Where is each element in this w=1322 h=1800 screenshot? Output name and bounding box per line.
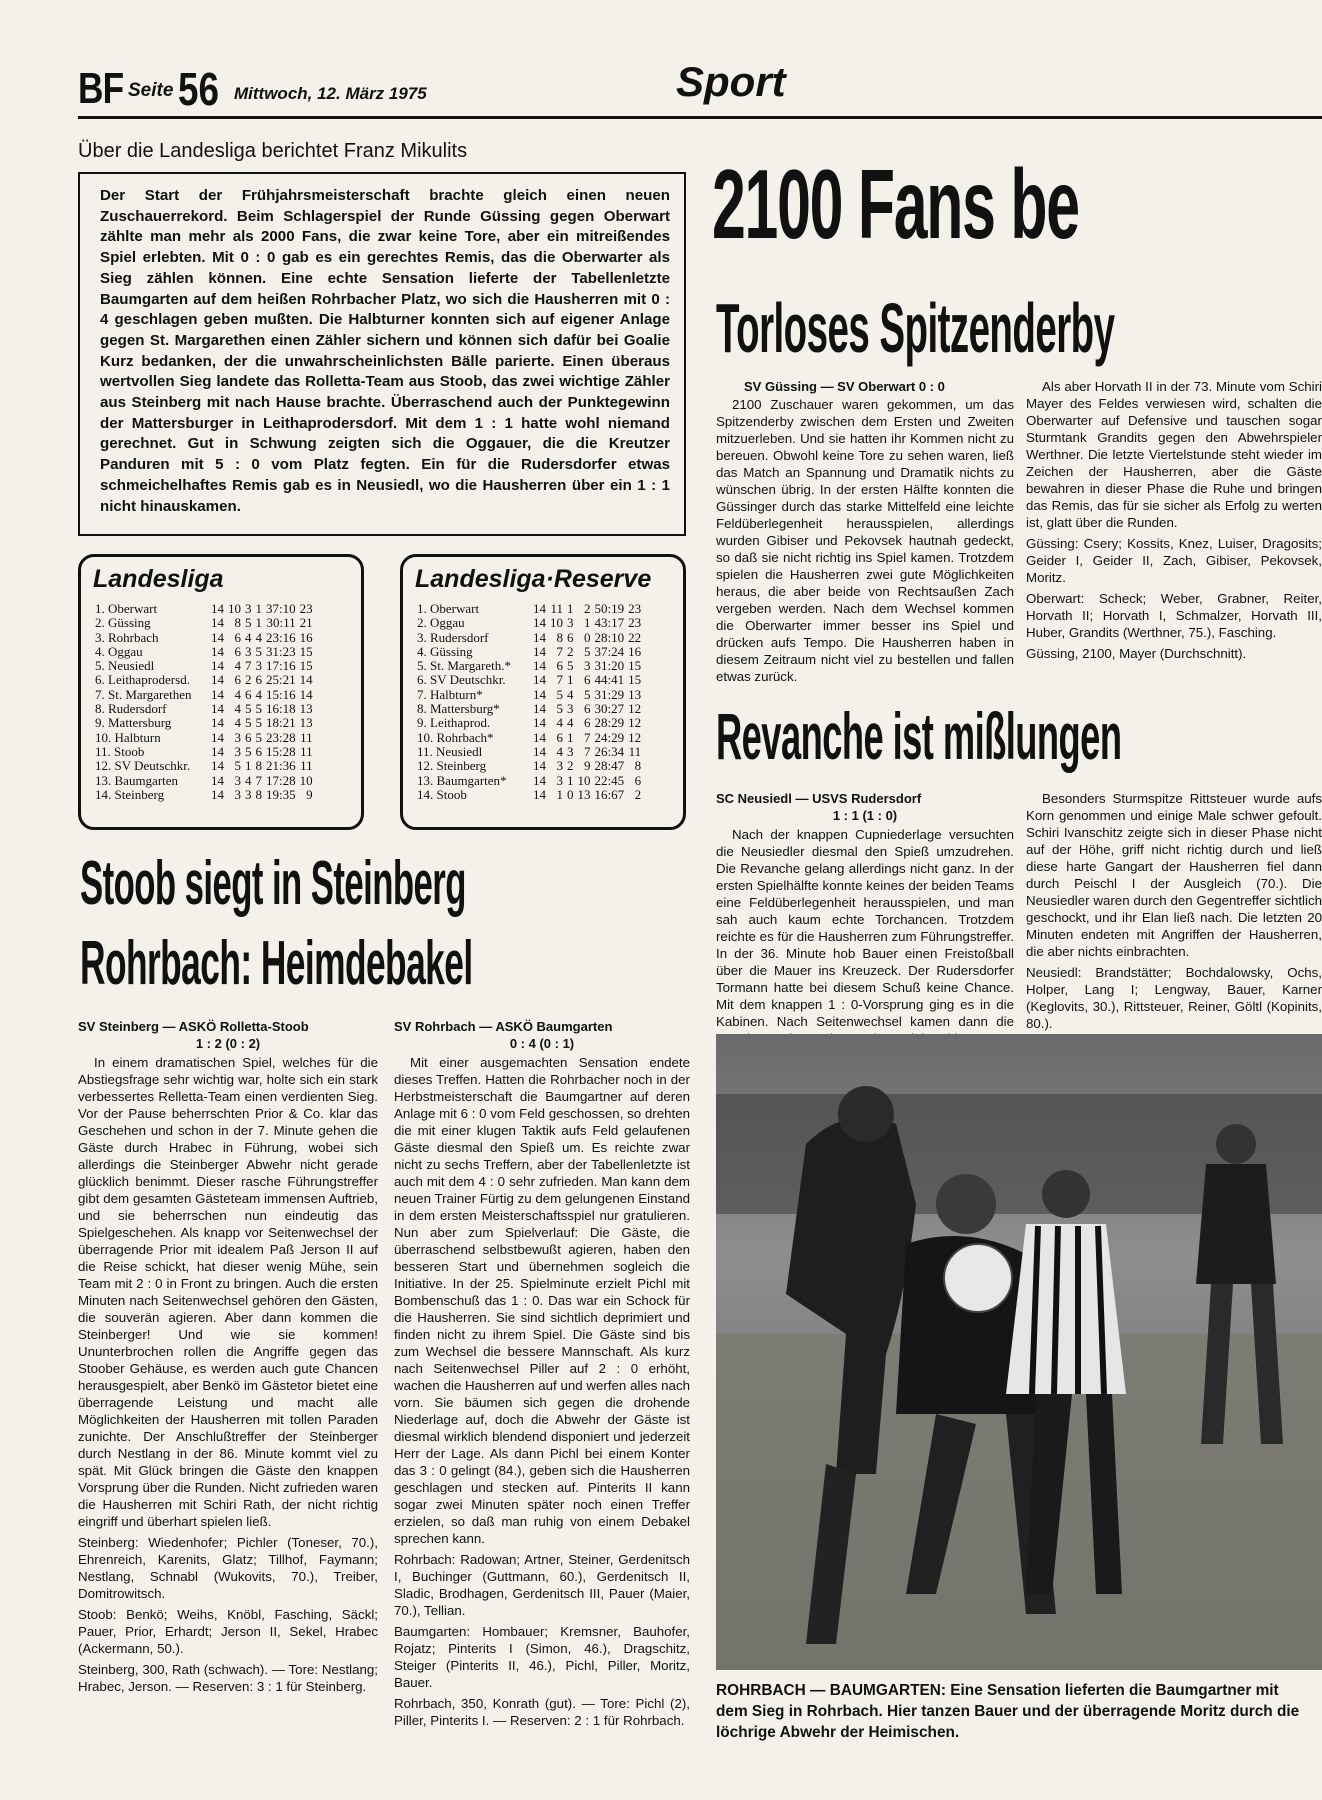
steinberg-lineup2: Stoob: Benkö; Weihs, Knöbl, Fasching, Säckl; Pauer, Prior, Erhardt; Jerson II, Sekel, Hrabec (Ackermann, 50.). [78, 1607, 378, 1656]
stat-cell: 14 [211, 672, 224, 688]
stat-cell: 14 [533, 772, 546, 788]
intro-text: Der Start der Frühjahrsmeisterschaft brachte gleich einen neuen Zuschauerrekord. Beim Schlagerspiel der Runde Güssing gegen Oberwart zählte man mehr als 2000 Fans, die zwar keine Tore, aber ein mitreißendes Spiel erlebten. Mit 0 : 0 gab es ein gerechtes Remis, das die Oberwarter als Sieg zählen können. Eine echte Sensation lieferte der Tabellenletzte Baumgarten auf dem heißen Rohrbacher Platz, wo sich die Hausherren mit 0 : 4 geschlagen geben mußten. Die Halbturner konnten sich auf eigener Anlage gegen St. Margarethen einen Zähler sichern und können sich dafür bei Goalie Kurz bedanken, der die unwahrscheinlichsten Bälle parierte. Einen überaus wertvollen Sieg landete das Rolletta-Team aus Stoob, das zwei wichtige Zähler aus Steinberg mit nach Hause brachte. Überraschend auch der Punktegewinn der Mattersburger in Leithaprodersdorf. Mit dem 1 : 1 hatte wohl niemand gerechnet. Gut in Schwung zeigten sich die Oggauer, die die Kreutzer Panduren mit 5 : 0 vom Platz fegten. Ein für die Rudersdorfer etwas schmeichelhaftes Remis gab es in Neusiedl, wo die Hausherren über ein 1 : 1 nicht hinauskamen. [100, 187, 670, 515]
stat-cell: 14 [211, 686, 224, 702]
stat-cell: 3 [556, 772, 563, 788]
table-row [415, 602, 643, 616]
stat-cell: 6 [556, 729, 563, 745]
stat-cell: 6 [255, 743, 262, 759]
stat-cell: 11 [300, 729, 313, 745]
table-row [415, 631, 643, 645]
headline-stoob: Stoob siegt in Steinberg [80, 849, 466, 918]
stat-cell: 22 [628, 629, 642, 645]
stat-cell: 5 [255, 643, 262, 659]
headline-revanche: Revanche ist mißlungen [716, 699, 1122, 773]
reserve-table [415, 602, 643, 802]
stat-cell: 28:29 [594, 715, 625, 731]
revanche-text1: Nach der knappen Cupniederlage versuchten die Neusiedler diesmal den Spieß umzudrehen. Die Revanche gelang allerdings nicht ganz. In der ersten Spielhälfte konnte keines der beiden Teams eine Feldüberlegenheit herausspielen, und man sah auch kaum echte Torchancen. Trotzdem reichte es für die Hausherren zum Führungstreffer. In der 36. Minute hob Bauer einen Freistoßball über die Mauer ins Kreuzeck. Der Rudersdorfer Tormann hatte bei diesem Schuß keine Chance. Mit dem knappen 1 : 0-Vorsprung ging es in die Kabinen. Nach Seitenwechsel kamen dann die [716, 827, 1014, 1029]
revanche-lineup1: Neusiedl: Brandstätter; Bochdalowsky, Ochs, Holper, Lang I; Lengway, Bauer, Karner (Keglovits, 30.), Rittsteuer, Reiner, Göltl (Kopinits, 80.). [1026, 965, 1322, 1031]
match-photo [716, 1034, 1322, 1670]
revanche-col2 [1026, 790, 1322, 1031]
stat-cell: 22:45 [594, 772, 625, 788]
stat-cell: 4 [234, 701, 241, 717]
stat-cell: 3 [234, 743, 241, 759]
derby-col1 [716, 396, 1014, 686]
stat-cell: 11 [550, 601, 563, 616]
stat-cell: 5 [234, 758, 241, 774]
table-row [415, 645, 643, 659]
team-cell: 11. Neusiedl [417, 743, 483, 759]
stat-cell: 11 [628, 743, 642, 759]
stat-cell: 16 [628, 643, 642, 659]
stat-cell: 13 [577, 786, 591, 802]
byline: Über die Landesliga berichtet Franz Mikulits [78, 140, 468, 162]
stat-cell: 4 [556, 743, 563, 759]
stat-cell: 17:28 [266, 772, 296, 788]
stat-cell: 14 [533, 601, 546, 616]
stat-cell: 14 [533, 643, 546, 659]
table-landesliga-title: Landesliga [93, 565, 224, 593]
team-cell: 10. Rohrbach* [417, 729, 494, 745]
stat-cell: 31:23 [266, 643, 296, 659]
table-row [93, 616, 315, 630]
table-row [415, 702, 643, 716]
stat-cell: 11 [300, 758, 313, 774]
team-cell: 7. Halbturn* [417, 686, 483, 702]
stat-cell: 15:16 [266, 686, 296, 702]
stat-cell: 37:10 [266, 601, 296, 616]
stat-cell: 4 [556, 715, 563, 731]
rohrbach-text: Mit einer ausgemachten Sensation endete dieses Treffen. Hatten die Rohrbacher noch in der Herbstmeisterschaft die Baumgartner auf deren Anlage mit 6 : 0 vom Feld geschossen, so drehten die mit einer klugen Taktik aufs Feld gelaufenen Gäste diesmal den Spieß um. Es reichte zwar nicht zu sechs Treffern, aber der Tabellenletzte ist auch mit dem 4 : 0 sehr zufrieden. Man kann dem neuen Trainer Fürtig zu dem gelungenen Einstand in dem ersten Meisterschaftsspiel nur gratulieren. Nun aber zum Spielverlauf: Die Gäste, die überraschend selbstbewußt agieren, haben den besseren Start und übernehmen sogleich die Initiative. In der 25. Spielminute erzielt Pichl mit Bombenschuß das 1 : 0. Das war ein Schock für die Hausherren. Sie sind sichtlich deprimiert und finden nicht zu ihrem Spiel. Die Gäste sind bis zum Wechsel die bessere Mannschaft. Als kurz nach Seitenwechsel Piller auf 2 : 0 erhöht, wachen die Hausherren auf und werfen alles nach vorn. Sie bäumen sich gegen die drohende Niederlage auf, doch die Abwehr der Gäste ist diesmal wirklich blendend disponiert und jederzeit Herr der Lage. Als dann Pichl bei einem Konter das 3 : 0 gelingt (84.), geben sich die Hausherren geschlagen und stecken auf. Pinterits II kann sogar zwei Minuten später noch einen Treffer erzielen, so daß man ruhig von einem Debakel sprechen kann. [394, 1055, 690, 1546]
stat-cell: 5 [255, 715, 262, 731]
table-row [93, 645, 315, 659]
stat-cell: 23 [628, 601, 642, 616]
table-row [93, 716, 315, 730]
stat-cell: 13 [299, 701, 313, 717]
stat-cell: 16:18 [266, 701, 296, 717]
derby-text1: 2100 Zuschauer waren gekommen, um das Spitzenderby zwischen dem Ersten und Zweiten mitzuerleben. Und sie hatten ihr Kommen nicht zu bereuen. Obwohl keine Tore zu sehen waren, ließ das Match an Spannung und Dramatik nichts zu wünschen übrig. In der ersten Hälfte konnten die Güssinger durch das starke Mittelfeld eine leichte Feldüberlegenheit herausspielen, allerdings wurden Gibiser und Pekovsek hautnah gedeckt, so daß sie nicht richtig ins Spiel kamen. Trotzdem spielen die Hausherren zwei gute Möglichkeiten heraus, die aber beide von Rechtsaußen Zach vergeben werden. Nach dem Wechsel kommen die Oberwarter immer besser ins Spiel und drücken aufs Tempo. Die Hausherren haben in diesem Zeitraum nicht viel zu bestellen und fallen etwas zurück. [716, 397, 1014, 684]
derby-lineup3: Güssing, 2100, Mayer (Durchschnitt). [1026, 646, 1247, 661]
stat-cell: 4 [234, 658, 241, 674]
stat-cell: 30:27 [594, 701, 625, 717]
stat-cell: 23:28 [266, 729, 296, 745]
table-row [93, 659, 315, 673]
derby-text2: Als aber Horvath II in der 73. Minute vom Schiri Mayer des Feldes verwiesen wird, schalten die Oberwarter auf Defensive und tauschen sogar Sturmtank Grandits gegen den Abwehrspieler Werthner. Die letzte Viertelstunde steht wieder im Zeichen der Hausherren, aber die Gäste bewahren in dieser Phase die Ruhe und bringen das Remis, das für sie sicher als Erfolg zu werten ist, glatt über die Runden. [1026, 379, 1322, 530]
stat-cell: 6 [234, 672, 241, 688]
stat-cell: 3 [234, 729, 241, 745]
stat-cell: 4 [567, 715, 574, 731]
steinberg-lineup3: Steinberg, 300, Rath (schwach). — Tore: Nestlang; Hrabec, Jerson. — Reserven: 3 : 1 für Steinberg. [78, 1662, 378, 1694]
stat-cell: 1 [255, 615, 262, 631]
rohrbach-lineup2: Baumgarten: Hombauer; Kremsner, Bauhofer, Rojatz; Pinterits I (Simon, 46.), Dragschitz, Steiger (Pinterits II, 46.), Pichl, Piller, Moritz, Bauer. [394, 1624, 690, 1690]
stat-cell: 3 [234, 772, 241, 788]
photo-caption: ROHRBACH — BAUMGARTEN: Eine Sensation lieferten die Baumgartner mit dem Sieg in Rohrbach. Hier tanzen Bauer und der überragende Moritz durch die löchrige Abwehr der Heimischen. [716, 1682, 1300, 1741]
team-cell: 13. Baumgarten* [417, 772, 507, 788]
stat-cell: 23 [628, 615, 642, 631]
stat-cell: 6 [584, 715, 591, 731]
table-reserve-title: Landesliga·Reserve [415, 565, 652, 593]
stat-cell: 14 [211, 715, 224, 731]
team-cell: 12. Steinberg [417, 758, 487, 774]
stat-cell: 24:29 [594, 729, 625, 745]
table-row [93, 774, 315, 788]
stat-cell: 18:21 [266, 715, 296, 731]
revanche-match: SC Neusiedl — USVS Rudersdorf [716, 791, 922, 806]
stat-cell: 14 [299, 686, 313, 702]
stat-cell: 28:47 [594, 758, 625, 774]
stat-cell: 13 [628, 686, 642, 702]
stat-cell: 7 [556, 672, 563, 688]
team-cell: 6. SV Deutschkr. [417, 672, 506, 688]
table-landesliga [78, 554, 364, 830]
table-row [93, 688, 315, 702]
steinberg-lineup1: Steinberg: Wiedenhofer; Pichler (Toneser, 70.), Ehrenreich, Karenits, Glatz; Tillhof, Faymann; Nestlang, Schnabl (Wukovits, 70.), Treiber, Domitrowitsch. [78, 1535, 378, 1601]
stat-cell: 15 [299, 643, 313, 659]
stat-cell: 10 [228, 601, 241, 616]
stat-cell: 8 [634, 758, 642, 774]
stat-cell: 13 [299, 715, 313, 731]
stat-cell: 0 [584, 629, 591, 645]
headline-derby: Torloses Spitzenderby [716, 289, 1115, 367]
stat-cell: 50:19 [594, 601, 625, 616]
stat-cell: 30:11 [266, 615, 296, 631]
stat-cell: 15 [628, 672, 642, 688]
team-cell: 14. Steinberg [95, 786, 165, 802]
team-cell: 8. Rudersdorf [95, 701, 167, 717]
stat-cell: 16 [299, 629, 313, 645]
stat-cell: 14 [533, 758, 546, 774]
stat-cell: 6 [567, 629, 574, 645]
stat-cell: 14 [211, 786, 224, 802]
stat-cell: 14 [211, 658, 224, 674]
page-number: 56 [178, 63, 219, 115]
stat-cell: 2 [245, 672, 252, 688]
stat-cell: 3 [255, 658, 262, 674]
stat-cell: 31:20 [594, 658, 625, 674]
stat-cell: 3 [234, 786, 241, 802]
headline-rohrbach: Rohrbach: Heimdebakel [80, 929, 473, 998]
stat-cell: 10 [577, 772, 591, 788]
stat-cell: 43:17 [594, 615, 625, 631]
stat-cell: 10 [550, 615, 563, 631]
stat-cell: 14 [533, 743, 546, 759]
intro-box [78, 172, 686, 536]
revanche-text2: Besonders Sturmspitze Rittsteuer wurde aufs Korn genommen und einige Male schwer gefoult. Schiri Ivanschitz zeigte sich in dieser Phase nicht auf der Höhe, griff nicht richtig durch und ließ diese harte Gangart der Hausherren fiel dann durch Peischl I der Ausgleich (70.). Die Neusiedler waren durch den Gegentreffer sichtlich geschockt, und ihr Elan ließ nach. Die letzten 20 Minuten endeten mit Angriffen der Hausherren, die aber nichts einbrachten. [1026, 791, 1322, 959]
stat-cell: 3 [245, 786, 252, 802]
stat-cell: 3 [556, 758, 563, 774]
table-row [415, 745, 643, 759]
stat-cell: 21 [299, 615, 313, 631]
revanche-col1 [716, 826, 1014, 1029]
stat-cell: 4 [234, 715, 241, 731]
stat-cell: 14 [533, 658, 546, 674]
stat-cell: 3 [584, 658, 591, 674]
team-cell: 3. Rudersdorf [417, 629, 489, 645]
stat-cell: 4 [255, 629, 262, 645]
revanche-match-block [716, 790, 1014, 824]
rohrbach-score: 0 : 4 (0 : 1) [509, 1036, 575, 1051]
stat-cell: 23 [299, 601, 313, 616]
stat-cell: 26:34 [594, 743, 625, 759]
stat-cell: 8 [255, 758, 262, 774]
rohrbach-lineup1: Rohrbach: Radowan; Artner, Steiner, Gerdenitsch I, Buchinger (Guttmann, 60.), Gerdenitsch II, Sladic, Brodhagen, Gerdenitsch III, Pauer (Maier, 70.), Tellian. [394, 1552, 690, 1618]
table-row [415, 716, 643, 730]
stat-cell: 4 [255, 686, 262, 702]
stat-cell: 21:36 [266, 758, 296, 774]
steinberg-score: 1 : 2 (0 : 2) [195, 1036, 261, 1051]
stat-cell: 3 [567, 743, 574, 759]
team-cell: 3. Rohrbach [95, 629, 159, 645]
revanche-score: 1 : 1 (1 : 0) [832, 808, 898, 823]
rohrbach-column [394, 1054, 690, 1734]
stat-cell: 6 [584, 672, 591, 688]
table-row [93, 788, 315, 802]
stat-cell: 5 [245, 743, 252, 759]
stat-cell: 5 [255, 701, 262, 717]
stat-cell: 6 [234, 643, 241, 659]
section-title: Sport [676, 58, 786, 105]
stat-cell: 6 [245, 729, 252, 745]
stat-cell: 14 [299, 672, 313, 688]
table-row [415, 788, 643, 802]
stat-cell: 16:67 [594, 786, 625, 802]
table-row [415, 774, 643, 788]
team-cell: 7. St. Margarethen [95, 686, 192, 702]
table-reserve [400, 554, 686, 830]
steinberg-text: In einem dramatischen Spiel, welches für die Abstiegsfrage sehr wichtig war, holte sich ein stark verbessertes Relletta-Team einen verdienten Sieg. Vor der Pause beherrschten Prior & Co. klar das Geschehen und schon in der 7. Minute gehen die Gäste durch Hrabec in Führung, wobei sich allerdings die Steinberger Abwehr nicht gerade glücklich benimmt. Dieser rasche Führungstreffer gibt dem gesamten Gästeteam immensen Auftrieb, und sie beherrschen nun eindeutig das Spielgeschehen. Als knapp vor Seitenwechsel der überragende Prior mit idealem Paß Jerson II auf die Reise schickt, hat dieser wenig Mühe, sein Team mit 2 : 0 in Front zu bringen. Auch die ersten Minuten nach Seitenwechsel gehören den Gästen, die souverän agieren. Aber dann kommen die Steinberger! Und wie sie kommen! Ununterbrochen rollen die Angriffe gegen das Stoober Gehäuse, es werden auch gute Chancen herausgespielt, aber Benkö im Gästetor bietet eine überragende Leistung und macht alle Möglichkeiten der Hausherren mit tollen Paraden zunichte. Der Anschlußtreffer der Steinberger durch Nestlang in der 86. Minute kommt viel zu spät. Mit Glück bringen die Gäste den knappen Vorsprung über die Runden. Nicht zufrieden waren die Hausherren mit Schiri Rath, der nicht richtig eingriff und überhart spielen ließ. [78, 1055, 378, 1529]
stat-cell: 15 [299, 658, 313, 674]
table-row [415, 659, 643, 673]
table-row [415, 731, 643, 745]
stat-cell: 5 [584, 686, 591, 702]
stat-cell: 14 [533, 672, 546, 688]
stat-cell: 44:41 [594, 672, 625, 688]
stat-cell: 23:16 [266, 629, 296, 645]
team-cell: 14. Stoob [417, 786, 467, 802]
derby-lineup1: Güssing: Csery; Kossits, Knez, Luiser, Dragosits; Geider I, Geider II, Zach, Gibiser, Pekovsek, Moritz. [1026, 536, 1322, 585]
stat-cell: 6 [245, 686, 252, 702]
stat-cell: 5 [245, 701, 252, 717]
stat-cell: 14 [533, 729, 546, 745]
rohrbach-match: SV Rohrbach — ASKÖ Baumgarten [394, 1019, 613, 1034]
table-row [93, 759, 315, 773]
team-cell: 6. Leithaprodersd. [95, 672, 190, 688]
stat-cell: 14 [211, 729, 224, 745]
table-row [93, 731, 315, 745]
stat-cell: 5 [556, 686, 563, 702]
stat-cell: 1 [556, 786, 563, 802]
team-cell: 13. Baumgarten [95, 772, 179, 788]
stat-cell: 19:35 [266, 786, 296, 802]
stat-cell: 4 [245, 629, 252, 645]
header-rule [78, 116, 1322, 119]
stat-cell: 9 [584, 758, 591, 774]
steinberg-match-block [78, 1018, 378, 1052]
stat-cell: 11 [300, 743, 313, 759]
stat-cell: 6 [234, 629, 241, 645]
team-cell: 1. Oberwart [417, 601, 480, 616]
stat-cell: 37:24 [594, 643, 625, 659]
table-row [415, 759, 643, 773]
stat-cell: 14 [211, 629, 224, 645]
stat-cell: 7 [245, 658, 252, 674]
table-row [93, 602, 315, 616]
team-cell: 11. Stoob [95, 743, 145, 759]
newspaper-brand: BF [78, 64, 124, 113]
table-row [415, 616, 643, 630]
stat-cell: 8 [255, 786, 262, 802]
stat-cell: 5 [556, 701, 563, 717]
stat-cell: 14 [211, 772, 224, 788]
table-row [93, 631, 315, 645]
stat-cell: 12 [628, 701, 642, 717]
page-prefix: Seite [128, 80, 174, 101]
stat-cell: 14 [533, 615, 546, 631]
team-cell: 1. Oberwart [95, 601, 158, 616]
stat-cell: 2 [584, 601, 591, 616]
stat-cell: 15:28 [266, 743, 296, 759]
stat-cell: 5 [567, 658, 574, 674]
stat-cell: 14 [211, 601, 224, 616]
stat-cell: 6 [634, 772, 642, 788]
issue-date: Mittwoch, 12. März 1975 [234, 84, 427, 103]
stat-cell: 12 [628, 729, 642, 745]
stat-cell: 4 [234, 686, 241, 702]
stat-cell: 5 [255, 729, 262, 745]
table-row [93, 673, 315, 687]
stat-cell: 0 [567, 786, 574, 802]
stat-cell: 7 [255, 772, 262, 788]
stat-cell: 1 [567, 601, 574, 616]
stat-cell: 4 [567, 686, 574, 702]
team-cell: 5. Neusiedl [95, 658, 155, 674]
team-cell: 5. St. Margareth.* [417, 658, 511, 674]
stat-cell: 14 [211, 758, 224, 774]
stat-cell: 1 [567, 672, 574, 688]
steinberg-column [78, 1054, 378, 1734]
table-row [93, 745, 315, 759]
team-cell: 12. SV Deutschkr. [95, 758, 191, 774]
stat-cell: 5 [245, 715, 252, 731]
stat-cell: 1 [245, 758, 252, 774]
stat-cell: 14 [533, 629, 546, 645]
derby-lineup2: Oberwart: Scheck; Weber, Grabner, Reiter, Horvath II; Horvath I, Schmalzer, Horvath III, Huber, Grandits (Werthner, 75.), Fasching. [1026, 591, 1322, 640]
stat-cell: 7 [584, 729, 591, 745]
stat-cell: 14 [533, 701, 546, 717]
team-cell: 9. Leithaprod. [417, 715, 491, 731]
stat-cell: 6 [584, 701, 591, 717]
stat-cell: 3 [245, 643, 252, 659]
stat-cell: 14 [211, 701, 224, 717]
stat-cell: 28:10 [594, 629, 625, 645]
stat-cell: 14 [533, 786, 546, 802]
stat-cell: 15 [628, 658, 642, 674]
stat-cell: 25:21 [266, 672, 296, 688]
stat-cell: 9 [306, 786, 313, 802]
stat-cell: 6 [556, 658, 563, 674]
rohrbach-match-block [394, 1018, 690, 1052]
stat-cell: 2 [567, 643, 574, 659]
stat-cell: 1 [567, 729, 574, 745]
team-cell: 8. Mattersburg* [417, 701, 500, 717]
stat-cell: 14 [533, 686, 546, 702]
stat-cell: 14 [211, 643, 224, 659]
team-cell: 10. Halbturn [95, 729, 161, 745]
stat-cell: 8 [234, 615, 241, 631]
stat-cell: 4 [245, 772, 252, 788]
steinberg-match: SV Steinberg — ASKÖ Rolletta-Stoob [78, 1019, 309, 1034]
headline-fans: 2100 Fans be [712, 149, 1079, 259]
stat-cell: 14 [533, 715, 546, 731]
standings-table [93, 602, 315, 802]
team-cell: 2. Güssing [95, 615, 151, 631]
photo-illustration [716, 1034, 1322, 1670]
stat-cell: 7 [584, 743, 591, 759]
team-cell: 2. Oggau [417, 615, 465, 631]
derby-match: SV Güssing — SV Oberwart 0 : 0 [744, 379, 945, 394]
team-cell: 4. Oggau [95, 643, 143, 659]
stat-cell: 7 [556, 643, 563, 659]
stat-cell: 10 [299, 772, 313, 788]
rohrbach-lineup3: Rohrbach, 350, Konrath (gut). — Tore: Pichl (2), Piller, Pinterits I. — Reserven: 2 : 1 für Rohrbach. [394, 1696, 690, 1728]
stat-cell: 1 [255, 601, 262, 616]
derby-col2 [1026, 378, 1322, 688]
stat-cell: 14 [211, 743, 224, 759]
stat-cell: 31:29 [594, 686, 625, 702]
stat-cell: 3 [567, 701, 574, 717]
stat-cell: 1 [567, 772, 574, 788]
team-cell: 9. Mattersburg [95, 715, 172, 731]
stat-cell: 3 [245, 601, 252, 616]
stat-cell: 12 [628, 715, 642, 731]
stat-cell: 1 [584, 615, 591, 631]
table-row [93, 702, 315, 716]
stat-cell: 2 [567, 758, 574, 774]
stat-cell: 14 [211, 615, 224, 631]
stat-cell: 2 [634, 786, 642, 802]
table-row [415, 688, 643, 702]
stat-cell: 17:16 [266, 658, 296, 674]
stat-cell: 6 [255, 672, 262, 688]
stat-cell: 3 [567, 615, 574, 631]
team-cell: 4. Güssing [417, 643, 473, 659]
table-row [415, 673, 643, 687]
stat-cell: 8 [556, 629, 563, 645]
stat-cell: 5 [245, 615, 252, 631]
stat-cell: 5 [584, 643, 591, 659]
